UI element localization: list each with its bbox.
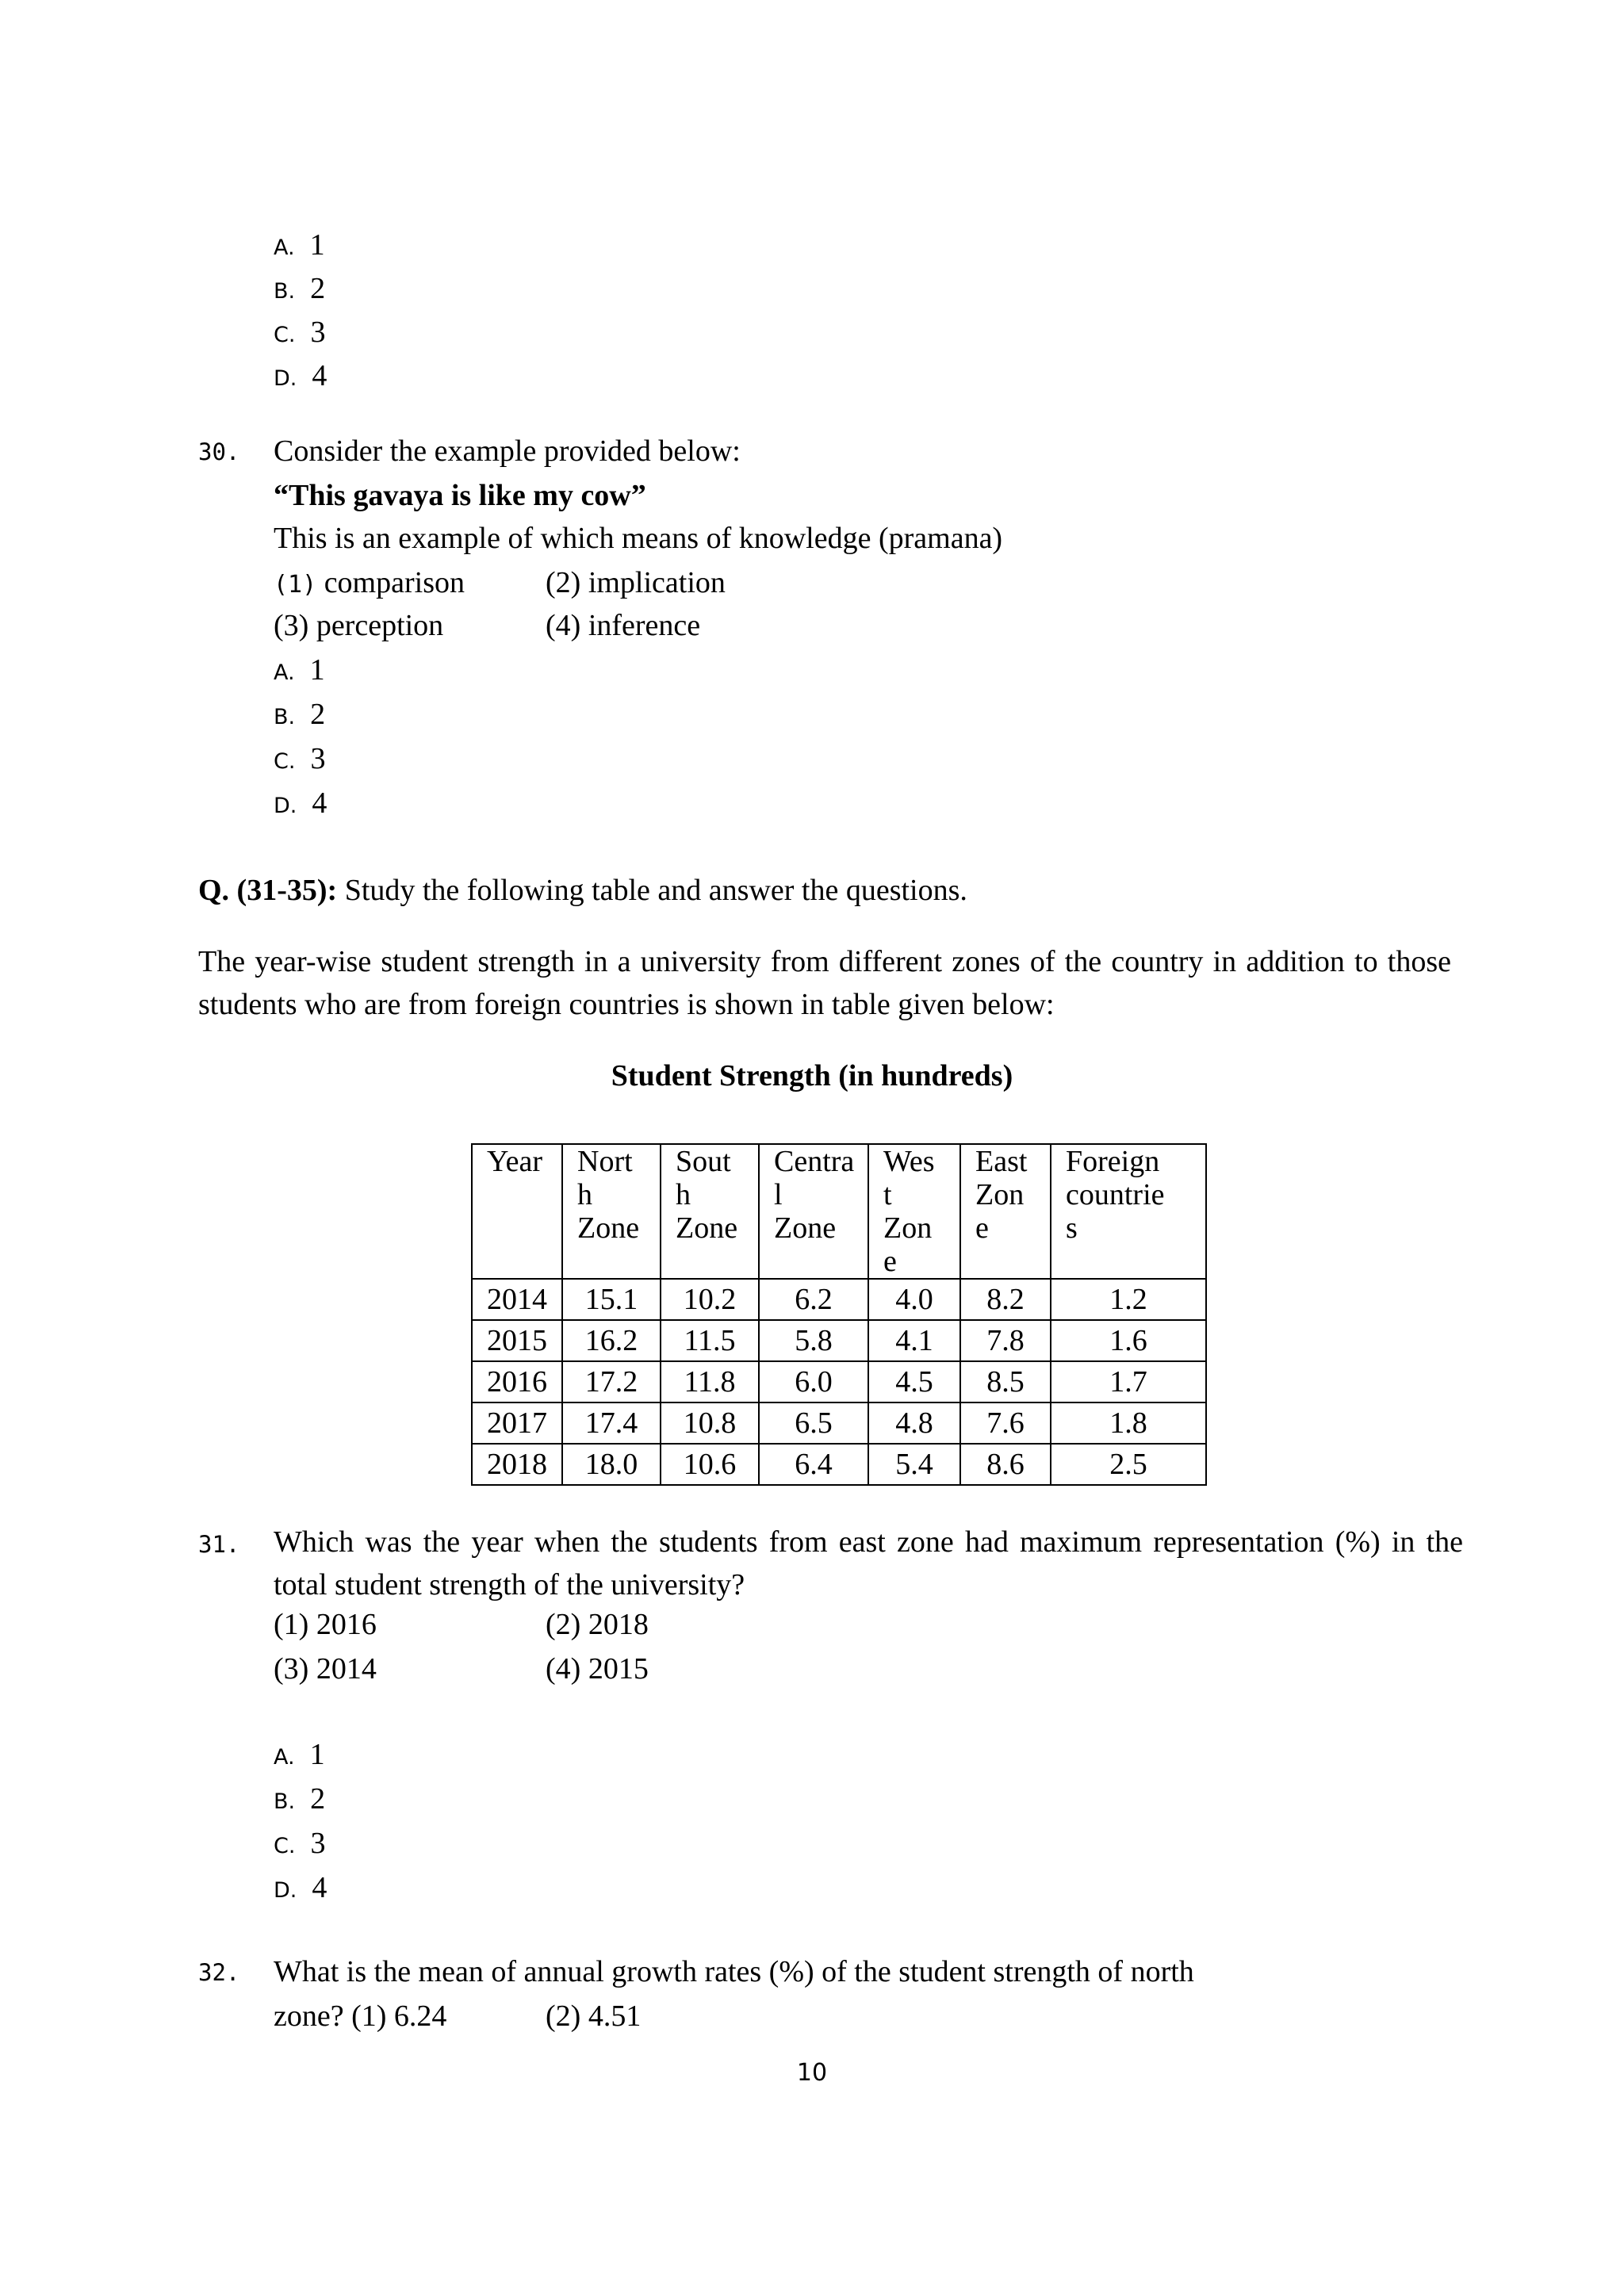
section-paragraph: The year-wise student strength in a university from different zones of the country in addition to those students who are from foreign countries is shown in table given below: [198, 945, 1451, 1021]
option-value: 3 [310, 316, 326, 349]
table-value-cell: 18.0 [562, 1444, 661, 1485]
q29-option-b[interactable] [274, 274, 325, 304]
option-value: 2 [310, 698, 326, 731]
table-value-cell: 8.6 [960, 1444, 1051, 1485]
option-value: 2 [310, 272, 326, 305]
option-label: D. [274, 794, 297, 818]
table-value-cell: 4.1 [868, 1320, 960, 1361]
q30-option-a[interactable] [274, 655, 325, 685]
choice-text: 2016 [316, 1608, 377, 1641]
section-heading-line [198, 875, 967, 905]
option-label: B. [274, 705, 296, 729]
table-value-cell: 1.7 [1051, 1361, 1206, 1402]
choice-text: 2014 [316, 1652, 377, 1686]
table-row [472, 1361, 1206, 1402]
q29-option-a[interactable] [274, 230, 325, 260]
choice-text: inference [588, 609, 701, 642]
table-header-cell: East Zon e [960, 1144, 1051, 1279]
option-value: 1 [309, 1738, 325, 1771]
table-value-cell: 10.8 [661, 1402, 759, 1444]
table-value-cell: 17.4 [562, 1402, 661, 1444]
choice-text: 6.24 [393, 1999, 447, 2033]
q30-question: This is an example of which means of knowledge (pramana) [274, 522, 1003, 555]
q32-line2 [274, 2001, 446, 2031]
table-value-cell: 7.8 [960, 1320, 1051, 1361]
table-value-cell: 5.8 [759, 1320, 868, 1361]
table-value-cell: 6.0 [759, 1361, 868, 1402]
table-value-cell: 16.2 [562, 1320, 661, 1361]
table-value-cell: 8.5 [960, 1361, 1051, 1402]
q30-choice-3 [274, 610, 443, 641]
option-label: B. [274, 1789, 296, 1814]
table-year-cell: 2017 [472, 1402, 562, 1444]
choice-text: comparison [324, 566, 465, 599]
q31-choice-1 [274, 1609, 377, 1640]
table-header-row [472, 1144, 1206, 1279]
option-label: C. [274, 323, 296, 347]
table-year-cell: 2016 [472, 1361, 562, 1402]
option-label: A. [274, 660, 295, 685]
table-value-cell: 10.2 [661, 1279, 759, 1320]
table-year-cell: 2014 [472, 1279, 562, 1320]
table-header-cell: Foreign countrie s [1051, 1144, 1206, 1279]
choice-number: (1) [351, 1999, 387, 2033]
choice-text: perception [316, 609, 444, 642]
choice-number: (4) [546, 609, 581, 642]
option-label: D. [274, 1878, 297, 1903]
option-label: A. [274, 1745, 295, 1770]
q30-choice-1 [274, 568, 465, 598]
choice-number: (1) [274, 1608, 309, 1641]
table-value-cell: 6.5 [759, 1402, 868, 1444]
q32-line1: What is the mean of annual growth rates (%) of the student strength of north [274, 1955, 1194, 1988]
choice-number: (2) [546, 1999, 581, 2033]
table-value-cell: 1.8 [1051, 1402, 1206, 1444]
q30-option-b[interactable] [274, 699, 325, 729]
choice-text: 2015 [588, 1652, 649, 1686]
choice-text: implication [588, 566, 726, 599]
choice-text: 4.51 [588, 1999, 642, 2033]
table-header-cell: Centra l Zone [759, 1144, 868, 1279]
choice-text: 2018 [588, 1608, 649, 1641]
table-header-cell: Nort h Zone [562, 1144, 661, 1279]
q30-choice-4 [546, 610, 700, 641]
table-row [472, 1402, 1206, 1444]
option-value: 4 [312, 786, 327, 820]
table-value-cell: 11.8 [661, 1361, 759, 1402]
option-value: 3 [310, 1827, 326, 1860]
table-value-cell: 17.2 [562, 1361, 661, 1402]
table-row [472, 1320, 1206, 1361]
q31-option-a[interactable] [274, 1739, 325, 1770]
choice-number: (2) [546, 566, 581, 599]
table-value-cell: 1.6 [1051, 1320, 1206, 1361]
section-heading: Q. (31-35): [198, 874, 338, 907]
table-header-cell: Sout h Zone [661, 1144, 759, 1279]
table-value-cell: 4.5 [868, 1361, 960, 1402]
q30-option-c[interactable] [274, 744, 325, 774]
q30-choice-2 [546, 568, 726, 598]
q31-choice-2 [546, 1609, 649, 1640]
q30-intro: Consider the example provided below: [274, 434, 741, 468]
table-value-cell: 2.5 [1051, 1444, 1206, 1485]
table-value-cell: 4.0 [868, 1279, 960, 1320]
q31-option-d[interactable] [274, 1873, 327, 1903]
table-value-cell: 5.4 [868, 1444, 960, 1485]
table-year-cell: 2015 [472, 1320, 562, 1361]
q32-number: 32. [198, 1959, 240, 1986]
table-value-cell: 8.2 [960, 1279, 1051, 1320]
table-value-cell: 6.2 [759, 1279, 868, 1320]
option-value: 1 [309, 653, 325, 687]
option-label: C. [274, 1834, 296, 1858]
table-value-cell: 10.6 [661, 1444, 759, 1485]
option-value: 4 [312, 1871, 327, 1904]
q30-number: 30. [198, 438, 240, 465]
q31-number: 31. [198, 1531, 240, 1558]
choice-number: (3) [274, 609, 309, 642]
table-year-cell: 2018 [472, 1444, 562, 1485]
table-row [472, 1279, 1206, 1320]
table-value-cell: 15.1 [562, 1279, 661, 1320]
table-header-cell: Year [472, 1144, 562, 1279]
q29-option-d[interactable] [274, 361, 327, 391]
table-value-cell: 6.4 [759, 1444, 868, 1485]
q31-choice-4 [546, 1654, 649, 1684]
q30-option-d[interactable] [274, 788, 327, 818]
table-value-cell: 7.6 [960, 1402, 1051, 1444]
q30-quote: “This gavaya is like my cow” [274, 479, 646, 512]
choice-number: (1) [274, 571, 317, 599]
q31-option-b[interactable] [274, 1784, 325, 1814]
page-number: 10 [796, 2059, 828, 2087]
table-value-cell: 11.5 [661, 1320, 759, 1361]
table-value-cell: 4.8 [868, 1402, 960, 1444]
option-value: 2 [310, 1782, 326, 1816]
option-value: 1 [309, 228, 325, 262]
student-strength-table [471, 1143, 1207, 1486]
choice-number: (2) [546, 1608, 581, 1641]
q31-text: Which was the year when the students from east zone had maximum representation (%) in the total student strength of the university? [274, 1525, 1463, 1601]
q31-choice-3 [274, 1654, 377, 1684]
option-label: A. [274, 235, 295, 260]
q32-choice-2 [546, 2001, 641, 2031]
option-label: D. [274, 366, 297, 391]
q29-option-c[interactable] [274, 317, 325, 347]
choice-number: (4) [546, 1652, 581, 1686]
option-label: C. [274, 749, 296, 774]
table-title: Student Strength (in hundreds) [611, 1059, 1013, 1093]
table-row [472, 1444, 1206, 1485]
q32-prefix: zone? [274, 1999, 344, 2033]
option-label: B. [274, 279, 296, 304]
table-header-cell: Wes t Zon e [868, 1144, 960, 1279]
choice-number: (3) [274, 1652, 309, 1686]
q31-option-c[interactable] [274, 1828, 325, 1858]
option-value: 3 [310, 742, 326, 775]
option-value: 4 [312, 359, 327, 392]
table-value-cell: 1.2 [1051, 1279, 1206, 1320]
section-instruction: Study the following table and answer the questions. [344, 874, 967, 907]
